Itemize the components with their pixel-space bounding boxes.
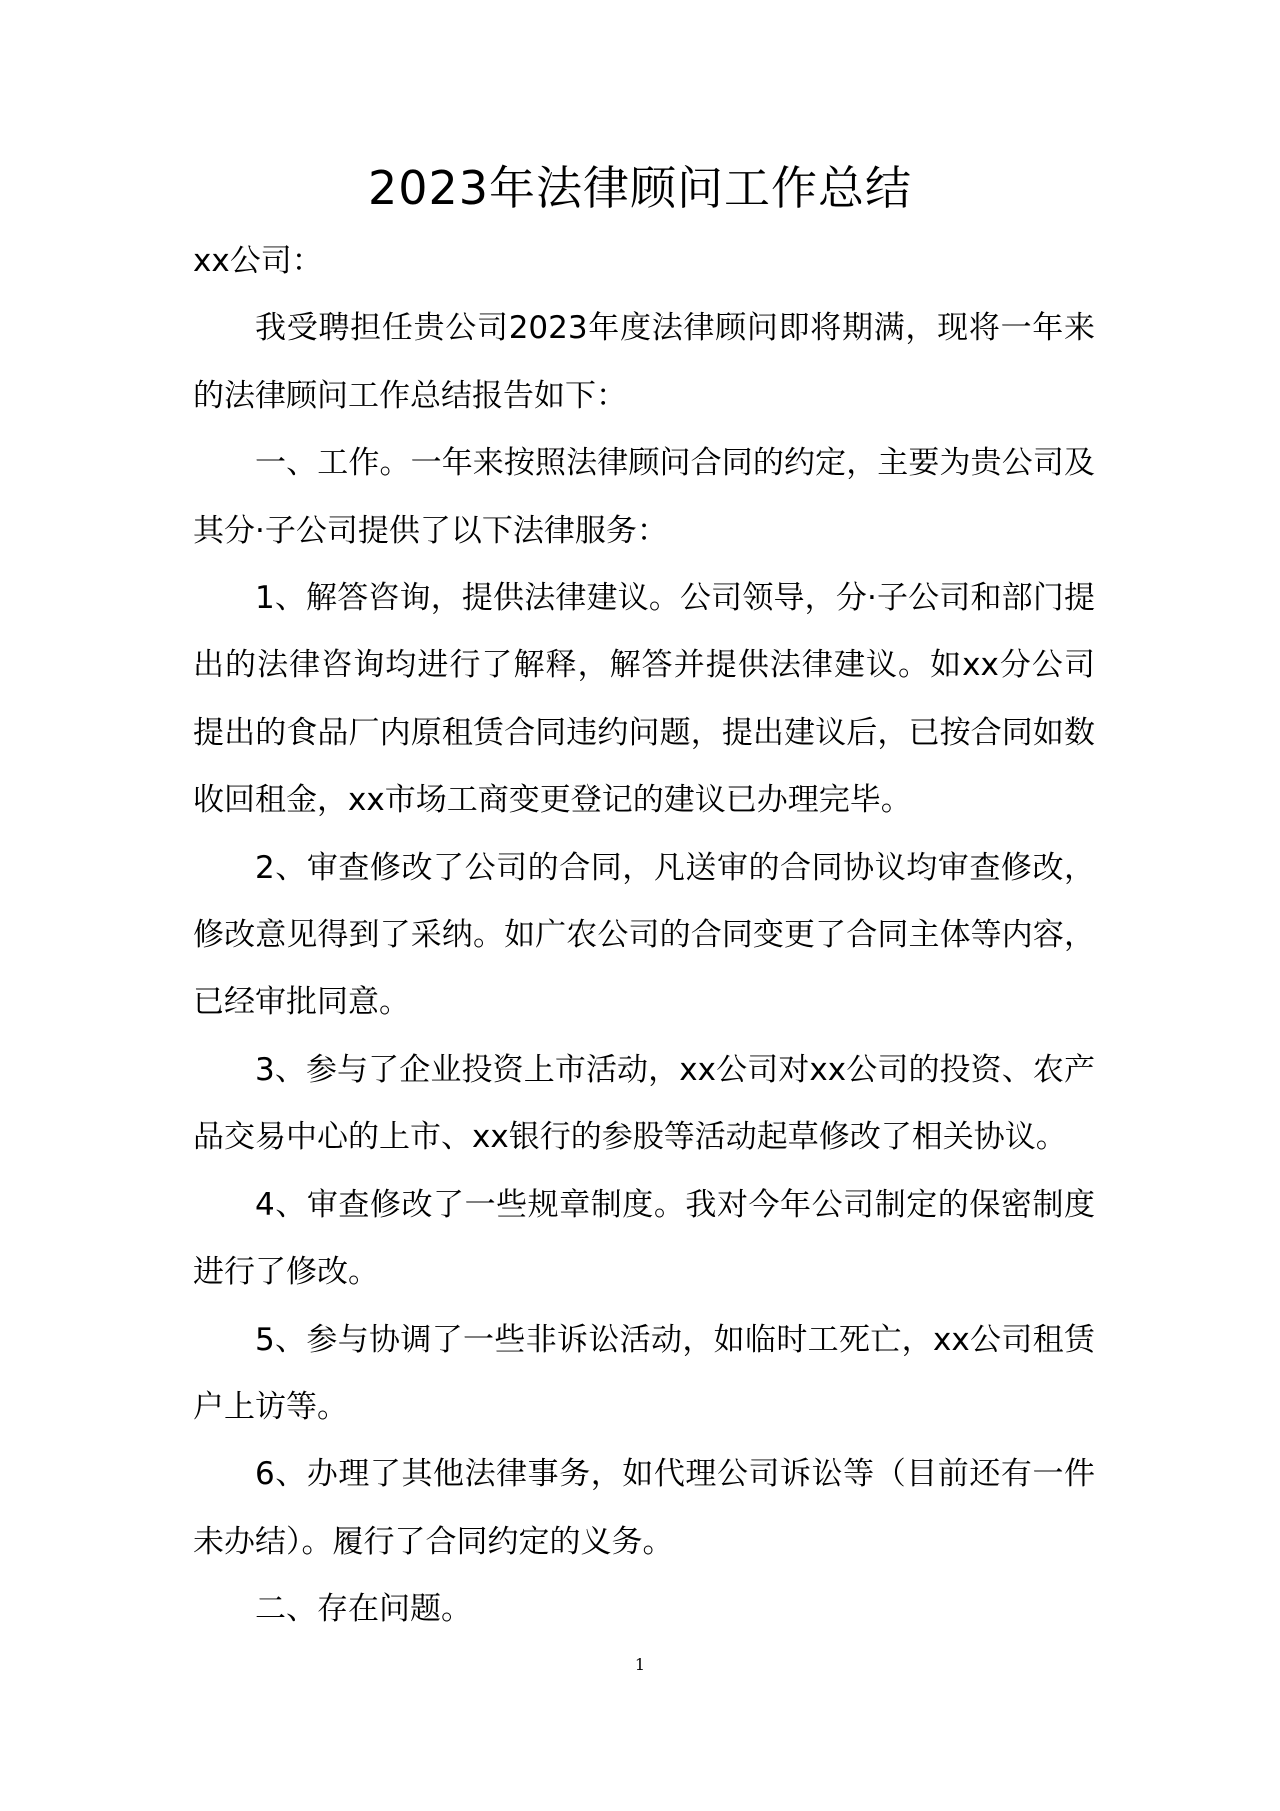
- page-number: 1: [634, 1655, 646, 1674]
- paragraph-intro: 我受聘担任贵公司2023年度法律顾问即将期满，现将一年来的法律顾问工作总结报告如下：: [193, 310, 1095, 414]
- paragraph-item-1: 1、解答咨询，提供法律建议。公司领导，分·子公司和部门提出的法律咨询均进行了解释，解答并提供法律建议。如xx分公司提出的食品厂内原租赁合同违约问题，提出建议后，已按合同如数收回租金，xx市场工商变更登记的建议已办理完毕。: [193, 580, 1095, 819]
- paragraph-item-4: 4、审查修改了一些规章制度。我对今年公司制定的保密制度进行了修改。: [193, 1186, 1095, 1291]
- document-body: [193, 228, 1095, 1644]
- salutation: xx公司：: [193, 243, 323, 279]
- paragraph-item-5: 5、参与协调了一些非诉讼活动，如临时工死亡，xx公司租赁户上访等。: [193, 1321, 1095, 1425]
- paragraph-item-3: 3、参与了企业投资上市活动，xx公司对xx公司的投资、农产品交易中心的上市、xx银行的参股等活动起草修改了相关协议。: [193, 1051, 1095, 1156]
- paragraph-section-2-heading: 二、存在问题。: [255, 1591, 472, 1628]
- paragraph-section-1-heading: 一、工作。一年来按照法律顾问合同的约定，主要为贵公司及其分·子公司提供了以下法律服务：: [193, 445, 1095, 549]
- document-title: 2023年法律顾问工作总结: [367, 161, 913, 215]
- paragraph-item-2: 2、审查修改了公司的合同，凡送审的合同协议均审查修改，修改意见得到了采纳。如广农公司的合同变更了合同主体等内容，已经审批同意。: [193, 849, 1095, 1021]
- paragraph-item-6: 6、办理了其他法律事务，如代理公司诉讼等（目前还有一件未办结）。履行了合同约定的义务。: [193, 1456, 1095, 1560]
